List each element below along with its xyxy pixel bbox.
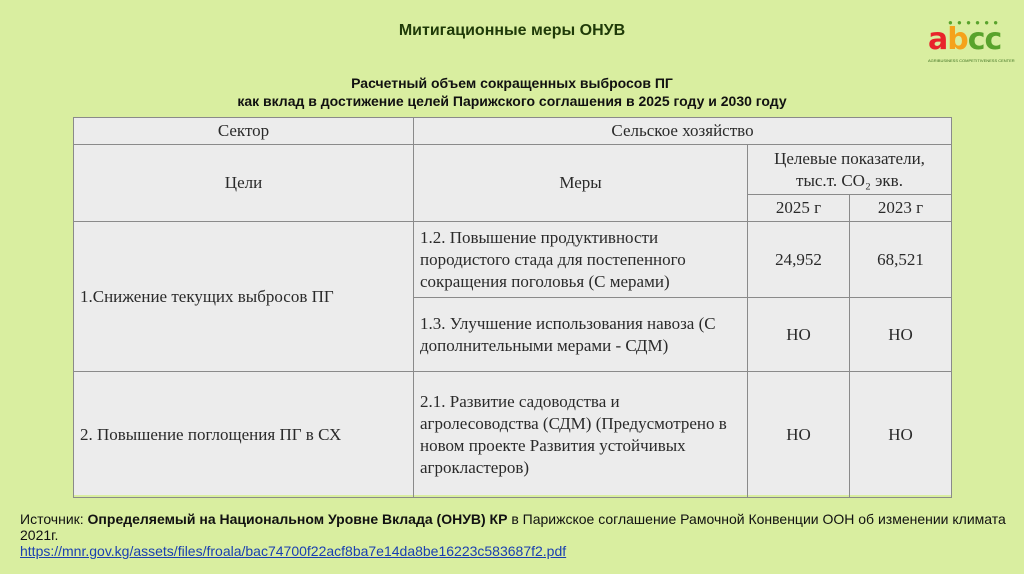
goal-cell-2: 2. Повышение поглощения ПГ в СХ xyxy=(74,372,414,498)
abcc-logo xyxy=(928,18,1015,68)
source-description: в Парижское соглашение Рамочной Конвенции ООН об изменении климата 2021г. xyxy=(20,511,1006,543)
logo-subtitle: AGRIBUSINESS COMPETITIVENESS CENTER xyxy=(928,58,1015,63)
value-cell-1-3-2023: НО xyxy=(850,298,952,372)
measure-cell-2-1: 2.1. Развитие садоводства и агролесоводства (СДМ) (Предусмотрено в новом проекте Развития устойчивых агрокластеров) xyxy=(414,372,748,498)
value-cell-1-3-2025: НО xyxy=(748,298,850,372)
measures-header-cell: Меры xyxy=(414,145,748,222)
year-2023-header: 2023 г xyxy=(850,195,952,222)
source-link[interactable]: https://mnr.gov.kg/assets/files/froala/bac74700f22acf8ba7e14da8be16223c583687f2.pdf xyxy=(20,543,567,559)
source-prefix: Источник: xyxy=(20,511,88,527)
logo-wordmark: abcc xyxy=(928,22,1002,57)
source-note xyxy=(20,511,1010,559)
source-document-title: Определяемый на Национальном Уровне Вклада (ОНУВ) КР xyxy=(87,511,508,527)
measure-cell-1-2: 1.2. Повышение продуктивности породистого стада для постепенного сокращения поголовья (С мерами) xyxy=(414,222,748,298)
slide-title: Митигационные меры ОНУВ xyxy=(398,22,626,39)
value-cell-2-1-2023: НО xyxy=(850,372,952,498)
mitigation-table xyxy=(73,117,951,495)
targets-header-cell: Целевые показатели, тыс.т. CO₂ экв. xyxy=(748,145,952,195)
subtitle-line-2: как вклад в достижение целей Парижского соглашения в 2025 году и 2030 году xyxy=(237,93,787,109)
goals-header-cell: Цели xyxy=(74,145,414,222)
value-cell-1-2-2025: 24,952 xyxy=(748,222,850,298)
logo-dots-icon: ● ● ● ● ● ● xyxy=(948,18,1000,27)
sector-header-cell: Сектор xyxy=(74,118,414,145)
goal-cell-1: 1.Снижение текущих выбросов ПГ xyxy=(74,222,414,372)
value-cell-1-2-2023: 68,521 xyxy=(850,222,952,298)
year-2025-header: 2025 г xyxy=(748,195,850,222)
measure-cell-1-3: 1.3. Улучшение использования навоза (С дополнительными мерами - СДМ) xyxy=(414,298,748,372)
slide-subtitle xyxy=(0,74,1024,110)
sector-value-cell: Сельское хозяйство xyxy=(414,118,952,145)
value-cell-2-1-2025: НО xyxy=(748,372,850,498)
subtitle-line-1: Расчетный объем сокращенных выбросов ПГ xyxy=(351,75,673,91)
